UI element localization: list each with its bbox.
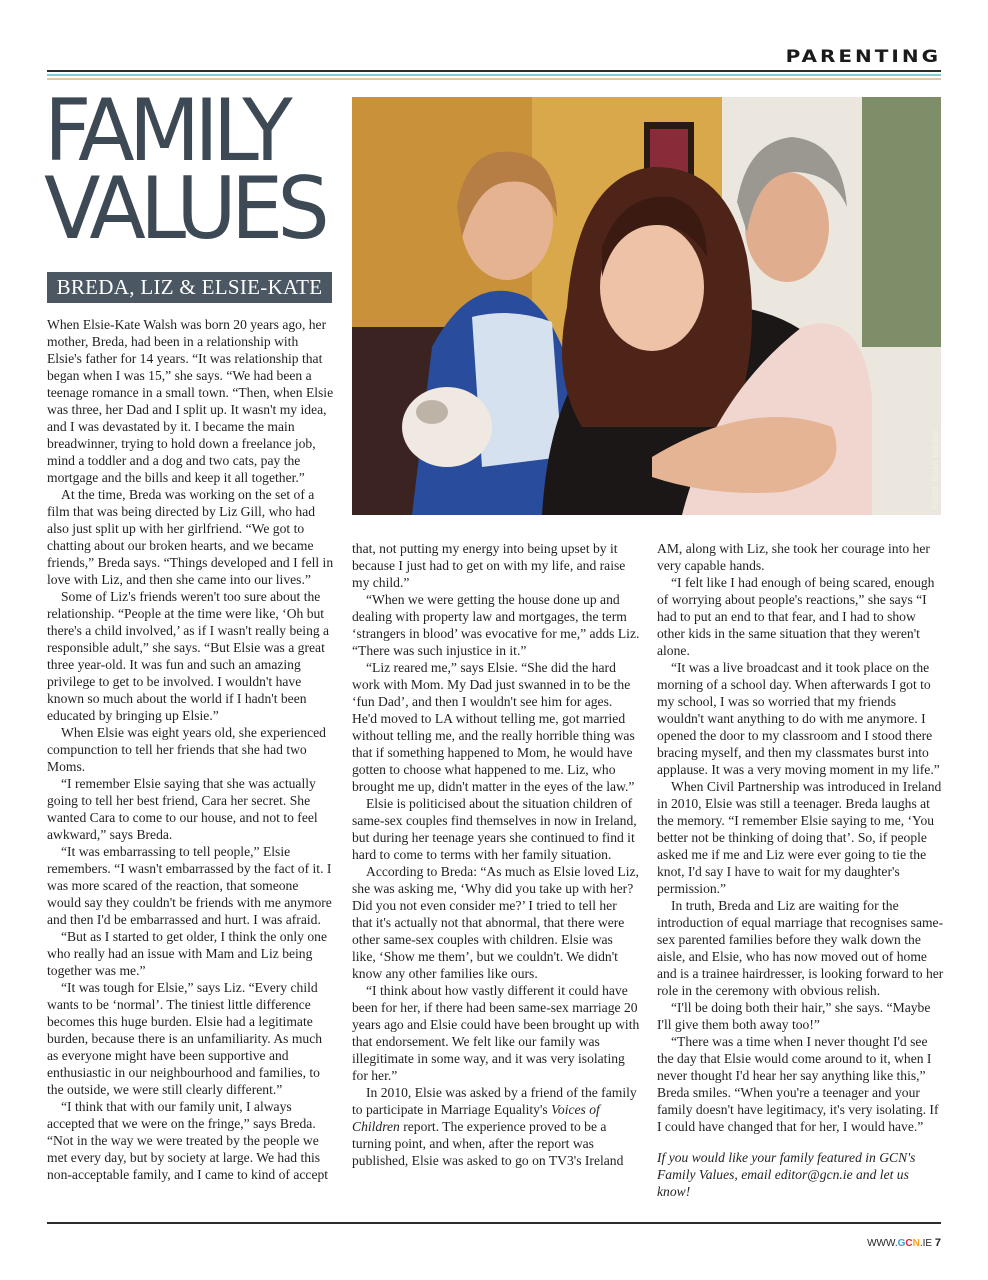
article-column-1 [47, 316, 335, 1183]
paragraph: AM, along with Liz, she took her courage into her very capable hands. [657, 541, 930, 573]
header-rule-tan [47, 78, 941, 80]
footer-url[interactable] [867, 1237, 941, 1249]
header-rule-teal [47, 74, 941, 76]
paragraph: “I'll be doing both their hair,” she says. “Maybe I'll give them both away too!” [657, 1000, 931, 1032]
footer-logo-c: C [905, 1238, 913, 1249]
feature-invitation: If you would like your family featured in GCN's Family Values, email editor@gcn.ie and let us know! [657, 1150, 916, 1199]
subhead-banner: BREDA, LIZ & ELSIE-KATE [47, 272, 332, 303]
paragraph: According to Breda: “As much as Elsie loved Liz, she was asking me, ‘Why did you take up with her? Did you not even consider me?’ I tried to tell her that it's actually not that abnormal, that there were other same-sex couples with children. Elsie was like, ‘Show me them’, but we couldn't. We didn't know any other families like ours. [352, 864, 639, 981]
paragraph: In truth, Breda and Liz are waiting for the introduction of equal marriage that recognises same-sex parented families before they walk down the aisle, and Elsie, who has now moved out of home and is a trainee hairdresser, is looking forward to her role in the ceremony with obvious relish. [657, 898, 944, 998]
paragraph [352, 1084, 640, 1169]
paragraph-text: report. The experience proved to be a turning point, and when, after the report was published, Elsie was asked to go on TV3's Ireland [352, 1119, 624, 1168]
report-title: Voices of Children [352, 1102, 600, 1134]
footer-rule [47, 1222, 941, 1224]
headline-line-2: VALUES [44, 159, 325, 259]
footer-suffix: .IE [919, 1238, 933, 1249]
headline-line-1: FAMILY [44, 81, 287, 181]
paragraph: “When we were getting the house done up and dealing with property law and mortgages, the term ‘strangers in blood’ was evocative for me,” adds Liz. “There was such injustice in it.” [352, 592, 640, 658]
header-rule-dark [47, 70, 941, 72]
paragraph: When Elsie-Kate Walsh was born 20 years ago, her mother, Breda, had been in a relationship with Elsie's father for 14 years. “It was relationship that began when I was 15,” she says. “We had been a teenage romance in a small town. “Then, when Elsie was three, her Dad and I split up. It wasn't my idea, and I was devastated by it. I became the main breadwinner, trying to hold down a freelance job, mind a toddler and a dog and two cats, pay the mortgage and the bills and keep it all together.” [47, 317, 334, 485]
family-photo [352, 97, 941, 515]
paragraph: When Civil Partnership was introduced in Ireland in 2010, Elsie was still a teenager. Breda laughs at the memory. “I remember Elsie saying to me, ‘You better not be thinking of doing that’. So, if people asked me if me and Liz were ever going to tie the knot, I'd say I have to wait for my daughter's permission.” [657, 779, 942, 896]
paragraph: “Liz reared me,” says Elsie. “She did the hard work with Mom. My Dad just swanned in to be the ‘fun Dad’, and then I wouldn't see him for ages. He'd moved to LA without telling me, got married without telling me, and the really horrible thing was that if something happened to Mom, he would have gotten to choose what happened to me. Liz, who brought me up, didn't matter in the eyes of the law.” [352, 660, 635, 794]
footer-logo-n: N [912, 1238, 920, 1249]
photo-credit: Photo: Brian Hanlon [930, 429, 940, 510]
paragraph: “I remember Elsie saying that she was actually going to tell her best friend, Cara her secret. She wanted Cara to come to our house, and not to feel awkward,” says Breda. [47, 776, 318, 842]
article-column-2 [352, 540, 640, 1169]
headline [44, 81, 344, 259]
paragraph: When Elsie was eight years old, she experienced compunction to tell her friends that she had two Moms. [47, 725, 326, 774]
paragraph: “It was tough for Elsie,” says Liz. “Every child wants to be ‘normal’. The tiniest little difference becomes this huge burden. Elsie had a legitimate burden, because there is an unfamiliarity. As much as everyone might have been supportive and enthusiastic in our neighbourhood and families, to the outside, we were still clearly different.” [47, 980, 323, 1097]
footer-prefix: WWW. [867, 1238, 898, 1249]
family-photo-illustration [352, 97, 941, 515]
paragraph: that, not putting my energy into being upset by it because I just had to get on with my life, and raise my child.” [352, 541, 626, 590]
paragraph: “It was a live broadcast and it took place on the morning of a school day. When afterwards I got to my school, I was so worried that my friends wouldn't want anything to do with me anymore. I opened the door to my classroom and I stood there bracing myself, and then my classmates burst into applause. It was a very moving moment in my life.” [657, 660, 940, 777]
paragraph: “There was a time when I never thought I'd see the day that Elsie would come around to it, when I never thought I'd hear her say anything like this,” Breda smiles. “When you're a teenager and your family doesn't have legitimacy, it's very isolating. If I could have changed that for her, I would have.” [657, 1034, 939, 1134]
paragraph: “I felt like I had enough of being scared, enough of worrying about people's reactions,” she says “I had to put an end to that fear, and I had to show other kids in the same situation that they weren't alone. [657, 575, 935, 658]
paragraph: “I think about how vastly different it could have been for her, if there had been same-sex marriage 20 years ago and Elsie could have been brought up with that endorsement. We felt like our family was illegitimate in some way, and it was very isolating for her.” [352, 983, 640, 1083]
article-column-3 [657, 540, 945, 1200]
paragraph: At the time, Breda was working on the set of a film that was being directed by Liz Gill, who had also just split up with her girlfriend. “We got to chatting about our broken hearts, and we became friends,” Breda says. “Things developed and I fell in love with Liz, and then she came into our lives.” [47, 487, 334, 587]
paragraph: “It was embarrassing to tell people,” Elsie remembers. “I wasn't embarrassed by the fact of it. I was more scared of the reaction, that someone would say they couldn't be friends with me anymore and then I'd be embarrassed and hurt. I was afraid. [47, 844, 332, 927]
paragraph-text: In 2010, Elsie was asked by a friend of the family to participate in Marriage Equality's [352, 1085, 637, 1117]
paragraph: “I think that with our family unit, I always accepted that we were on the fringe,” says Breda. “Not in the way we were treated by the people we met every day, but by society at large. We had this non-acceptable family, and I came to kind of accept [47, 1099, 329, 1182]
paragraph: Elsie is politicised about the situation children of same-sex couples find themselves in now in Ireland, but during her teenage years she continued to find it hard to come to terms with her family situation. [352, 796, 637, 862]
page-number: 7 [934, 1237, 941, 1249]
paragraph: Some of Liz's friends weren't too sure about the relationship. “People at the time were like, ‘Oh but there's a child involved,’ as if I wasn't really being a responsible adult,” she says. “But Elsie was a great three year-old. It was fun and such an amazing privilege to get to be involved. I wouldn't have known so much about the world if I hadn't been educated by bringing up Elsie.” [47, 589, 330, 723]
section-label: PARENTING [785, 45, 941, 67]
footer-logo-g: G [897, 1238, 906, 1249]
paragraph: “But as I started to get older, I think the only one who really had an issue with Mam and Liz being together was me.” [47, 929, 327, 978]
